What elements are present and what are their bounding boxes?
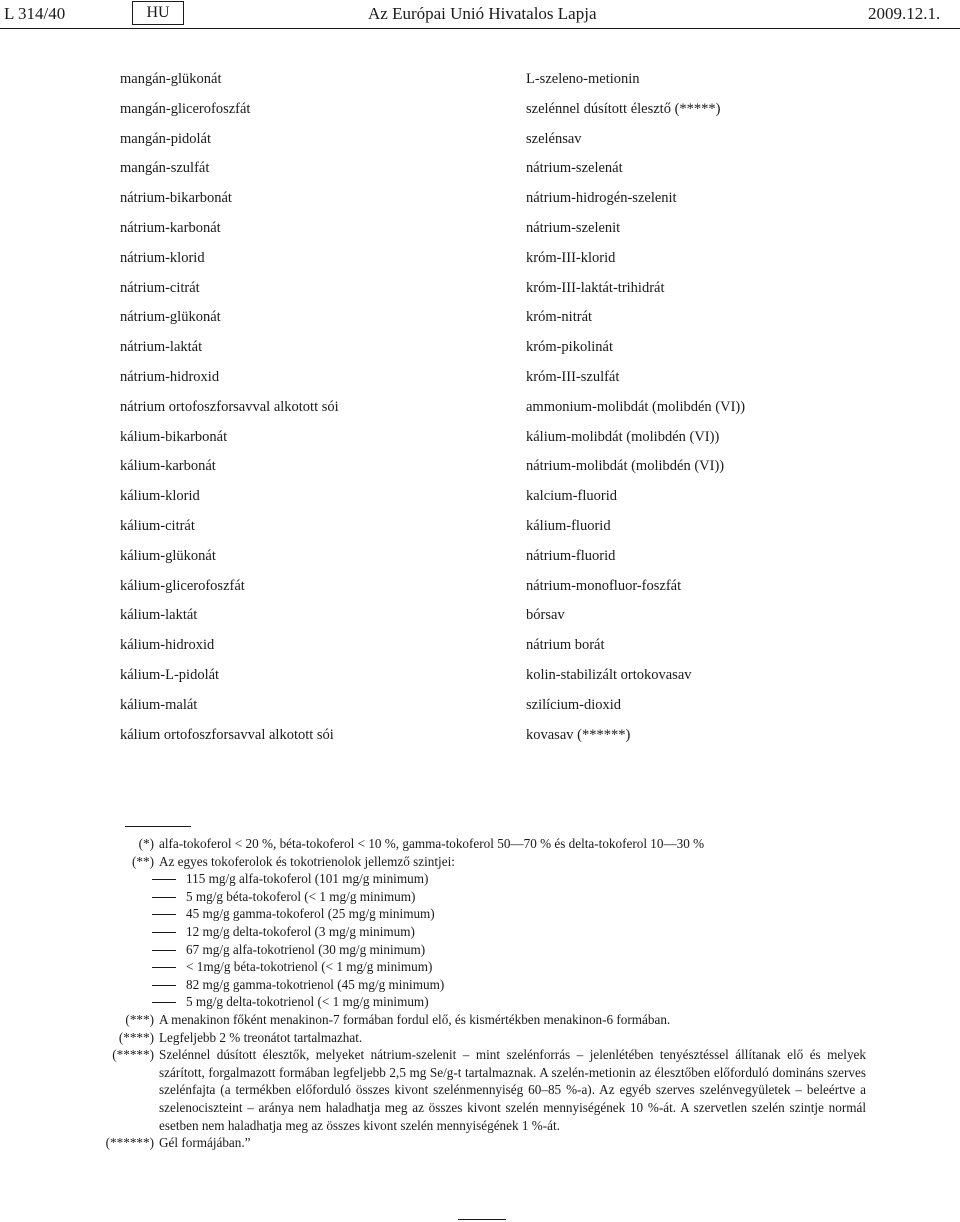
list-item: kálium-citrát — [120, 517, 195, 534]
list-item: nátrium-fluorid — [526, 547, 616, 564]
footnote-marker: (***) — [125, 1011, 154, 1027]
list-item: nátrium-hidrogén-szelenit — [526, 190, 677, 207]
footnote-text: A menakinon főként menakinon-7 formában fordul elő, és kismértékben menakinon-6 formában. — [159, 1011, 671, 1027]
list-item: L-szeleno-metionin — [526, 71, 640, 87]
list-item: ammonium-molibdát (molibdén (VI)) — [526, 398, 746, 415]
list-item: króm-III-szulfát — [526, 368, 620, 385]
footnote-text: Szelénnel dúsított élesztők, melyeket nátrium-szelenit – mint szelénforrás – jelenlétében tenyésztéssel állítanak elő és melyek szárított, forgalmazott formában legfeljebb 2,5 mg Se/g-t tartalmaznak. A szelén-metionin az élesztőben előforduló domináns szerves szelénfajta (a termékben előforduló összes kivont szelénmennyiség 60–85 %-a). Az egyéb szerves szelénvegyületek – beleértve a szelenociszteint – aránya nem haladhatja meg az összes kivont szelén mennyiségének 10 %-át. A szervetlen szelén szintje normál esetben nem haladhatja meg az összes kivont szelén mennyiségének 1 %-át. — [159, 1047, 866, 1133]
list-item: kálium-L-pidolát — [120, 666, 220, 683]
footnote-dash-item — [96, 888, 866, 906]
list-item: kalcium-fluorid — [526, 488, 618, 505]
list-item: mangán-glükonát — [120, 71, 222, 87]
footnote-text: Az egyes tokoferolok és tokotrienolok jellemző szintjei: — [159, 853, 455, 869]
list-item: mangán-glicerofoszfát — [120, 100, 251, 117]
list-item: nátrium-molibdát (molibdén (VI)) — [526, 458, 725, 475]
footnote — [96, 1134, 866, 1152]
list-item: kovasav (******) — [526, 726, 631, 743]
list-item: kálium-fluorid — [526, 517, 611, 534]
list-item: nátrium-karbonát — [120, 219, 221, 236]
dash-item-text: 12 mg/g delta-tokoferol (3 mg/g minimum) — [186, 923, 415, 939]
footnote-text: alfa-tokoferol < 20 %, béta-tokoferol < 10 %, gamma-tokoferol 50—70 % és delta-tokoferol 10—30 % — [159, 836, 705, 851]
list-item: kálium-malát — [120, 696, 198, 713]
page-header — [0, 0, 960, 34]
list-item: nátrium-glükonát — [120, 309, 221, 326]
end-of-text-rule — [458, 1219, 506, 1220]
dash-mark — [148, 941, 186, 959]
list-item: kálium-glükonát — [120, 547, 216, 564]
list-item: szilícium-dioxid — [526, 696, 622, 713]
dash-item-text: 82 mg/g gamma-tokotrienol (45 mg/g minimum) — [186, 976, 445, 992]
list-item: kálium ortofoszforsavval alkotott sói — [120, 726, 334, 743]
list-item: króm-nitrát — [526, 309, 593, 326]
list-item: kálium-molibdát (molibdén (VI)) — [526, 428, 720, 445]
list-item: króm-III-klorid — [526, 249, 616, 266]
footnote-dash-item — [96, 993, 866, 1011]
list-item: kálium-bikarbonát — [120, 428, 228, 445]
dash-item-text: 5 mg/g delta-tokotrienol (< 1 mg/g minimum) — [186, 994, 429, 1010]
list-item: nátrium ortofoszforsavval alkotott sói — [120, 398, 339, 415]
list-item: kálium-hidroxid — [120, 637, 215, 654]
list-item: szelénsav — [526, 130, 582, 147]
list-item: króm-pikolinát — [526, 339, 613, 356]
dash-mark — [148, 993, 186, 1011]
list-item: bórsav — [526, 607, 565, 624]
footnote-text: Legfeljebb 2 % treonátot tartalmazhat. — [159, 1029, 363, 1045]
page-number: L 314/40 — [4, 4, 66, 23]
footnote-dash-item — [96, 941, 866, 959]
dash-item-text: < 1mg/g béta-tokotrienol (< 1 mg/g minimum) — [186, 959, 433, 975]
list-item: kálium-laktát — [120, 607, 198, 624]
journal-title: Az Európai Unió Hivatalos Lapja — [368, 4, 597, 23]
substance-list-right — [526, 70, 745, 755]
list-item: nátrium-citrát — [120, 279, 200, 296]
dash-mark — [148, 905, 186, 923]
list-item: kálium-klorid — [120, 488, 200, 505]
list-item: mangán-szulfát — [120, 160, 210, 177]
list-item: nátrium borát — [526, 637, 605, 654]
footnote-dash-item — [96, 870, 866, 888]
dash-item-text: 67 mg/g alfa-tokotrienol (30 mg/g minimum) — [186, 941, 426, 957]
footnote-dash-item — [96, 923, 866, 941]
footnote-separator — [125, 826, 191, 827]
list-item: króm-III-laktát-trihidrát — [526, 279, 665, 296]
footnote-dash-item — [96, 905, 866, 923]
list-item: nátrium-laktát — [120, 339, 203, 356]
footnote-marker: (**) — [132, 853, 154, 869]
dash-item-text: 115 mg/g alfa-tokoferol (101 mg/g minimum) — [186, 871, 429, 887]
list-item: nátrium-monofluor-foszfát — [526, 577, 682, 594]
footnote-marker: (*****) — [112, 1047, 154, 1063]
dash-mark — [148, 923, 186, 941]
footnotes — [96, 835, 866, 1152]
substance-list-left — [120, 70, 339, 755]
list-item: nátrium-klorid — [120, 249, 205, 266]
list-item: mangán-pidolát — [120, 130, 212, 147]
footnote — [96, 853, 866, 871]
footnote — [96, 1046, 866, 1134]
publication-date: 2009.12.1. — [868, 4, 941, 23]
language-code-box: HU — [132, 1, 184, 25]
list-item: szelénnel dúsított élesztő (*****) — [526, 100, 721, 117]
footnote — [96, 1011, 866, 1029]
dash-mark — [148, 870, 186, 888]
list-item: kálium-glicerofoszfát — [120, 577, 245, 594]
dash-item-text: 45 mg/g gamma-tokoferol (25 mg/g minimum) — [186, 906, 435, 922]
dash-mark — [148, 958, 186, 976]
list-item: nátrium-bikarbonát — [120, 190, 232, 207]
footnote-marker: (******) — [105, 1135, 154, 1151]
footnote-dash-item — [96, 976, 866, 994]
dash-item-text: 5 mg/g béta-tokoferol (< 1 mg/g minimum) — [186, 888, 416, 904]
list-item: kolin-stabilizált ortokovasav — [526, 666, 692, 683]
dash-mark — [148, 888, 186, 906]
list-item: nátrium-szelenát — [526, 160, 623, 177]
footnote — [96, 835, 866, 853]
footnote-marker: (*) — [138, 836, 154, 851]
footnote-text: Gél formájában.” — [159, 1135, 251, 1151]
footnote-marker: (****) — [118, 1029, 154, 1045]
header-rule — [0, 28, 960, 29]
dash-mark — [148, 976, 186, 994]
footnote — [96, 1029, 866, 1047]
footnote-dash-item — [96, 958, 866, 976]
list-item: kálium-karbonát — [120, 458, 216, 475]
list-item: nátrium-szelenit — [526, 219, 621, 236]
list-item: nátrium-hidroxid — [120, 368, 220, 385]
